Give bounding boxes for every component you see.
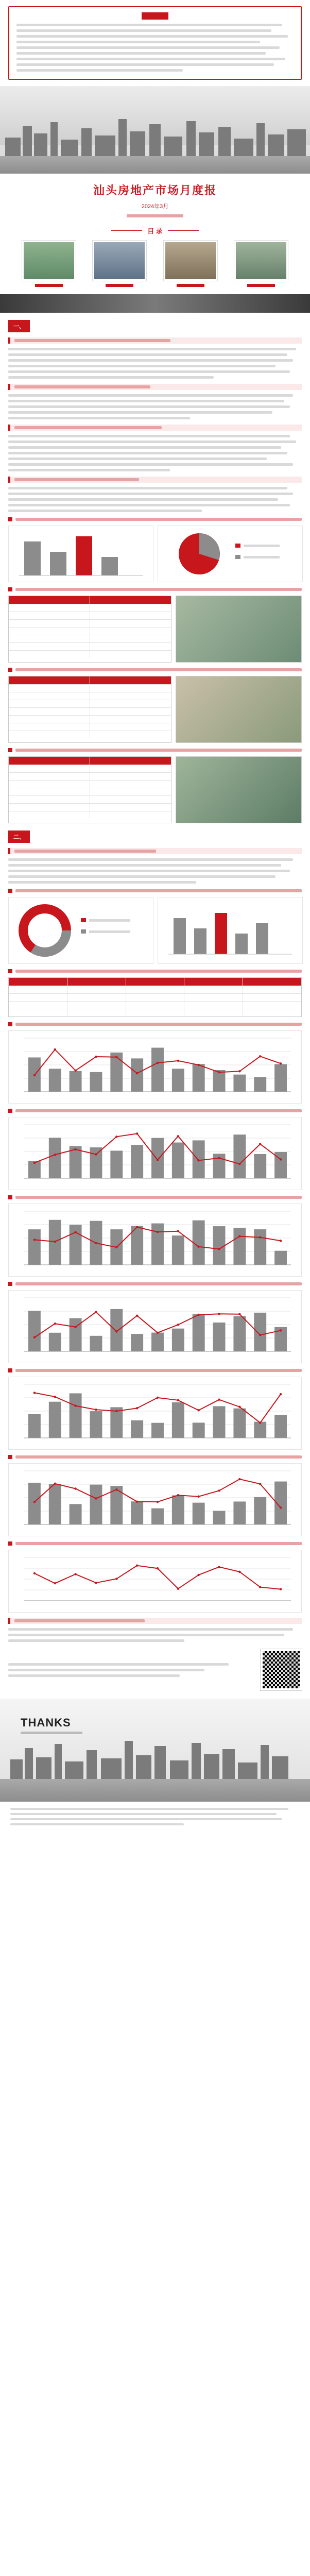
point xyxy=(74,1487,76,1489)
bar xyxy=(172,1402,184,1438)
bar xyxy=(213,1226,226,1265)
point xyxy=(74,1326,76,1328)
subsection-header xyxy=(8,1618,302,1624)
point xyxy=(95,1582,97,1584)
bar xyxy=(172,1143,184,1178)
bar xyxy=(151,1048,164,1092)
point xyxy=(33,1501,36,1503)
point xyxy=(157,1159,159,1161)
bar xyxy=(193,1422,205,1438)
bar xyxy=(70,1225,82,1265)
toc-list xyxy=(0,241,310,287)
bar xyxy=(193,1314,205,1351)
bar xyxy=(28,1414,41,1438)
subsection-header xyxy=(8,384,302,390)
point xyxy=(259,1143,261,1145)
land-bar-chart-svg xyxy=(9,526,153,582)
bar xyxy=(213,1511,226,1524)
point xyxy=(136,1315,138,1317)
toc-header xyxy=(0,226,310,235)
bar xyxy=(233,1409,246,1438)
bar xyxy=(256,923,268,954)
bar xyxy=(254,1229,266,1265)
bar xyxy=(131,1145,143,1178)
bar xyxy=(235,934,248,954)
point xyxy=(74,1404,76,1406)
bar xyxy=(131,1420,143,1438)
chart-heading xyxy=(8,1455,302,1459)
bar xyxy=(28,1229,41,1265)
bar xyxy=(49,1138,61,1178)
chart-heading xyxy=(8,889,302,893)
point xyxy=(157,1567,159,1569)
bar xyxy=(151,1224,164,1265)
point xyxy=(238,1406,240,1408)
point xyxy=(136,1226,138,1228)
point xyxy=(33,1239,36,1241)
land-pie-chart-svg xyxy=(158,526,302,582)
point xyxy=(115,1410,117,1412)
trend-bar-line-chart xyxy=(8,1377,302,1450)
point xyxy=(157,1332,159,1334)
cover-skyline-image xyxy=(0,86,310,174)
bar xyxy=(28,1483,41,1524)
point xyxy=(54,1323,56,1325)
point xyxy=(218,1157,220,1159)
bar xyxy=(70,1318,82,1351)
section-1-title: 一、 xyxy=(8,320,30,332)
point xyxy=(54,1582,56,1584)
point xyxy=(259,1334,261,1336)
point xyxy=(238,1478,240,1480)
point xyxy=(33,1162,36,1164)
point xyxy=(177,1230,179,1232)
point xyxy=(197,1246,199,1248)
subsection-header xyxy=(8,477,302,483)
trend-bar-line-chart xyxy=(8,1117,302,1190)
point xyxy=(95,1242,97,1244)
point xyxy=(33,1572,36,1574)
bar xyxy=(90,1485,102,1524)
subsection-header xyxy=(8,337,302,344)
qr-code-image[interactable] xyxy=(261,1649,302,1690)
chart-heading xyxy=(8,1195,302,1199)
thanks-banner xyxy=(0,1699,310,1802)
point xyxy=(136,1072,138,1074)
report-subtitle xyxy=(127,214,183,217)
bar xyxy=(50,552,66,575)
point xyxy=(218,1313,220,1315)
point xyxy=(157,1501,159,1503)
point xyxy=(95,1056,97,1058)
point xyxy=(177,1494,179,1496)
point xyxy=(280,1506,282,1509)
intro-tag xyxy=(142,12,168,20)
bar xyxy=(90,1147,102,1178)
chart-heading xyxy=(8,1541,302,1546)
point xyxy=(115,1488,117,1490)
bar xyxy=(110,1053,123,1092)
bar xyxy=(49,1402,61,1438)
bar xyxy=(174,918,186,954)
chart-heading xyxy=(8,1368,302,1372)
bar xyxy=(131,1501,143,1524)
share-donut-chart xyxy=(8,897,153,964)
land-lot-map-image xyxy=(176,596,302,663)
skyline-silhouette xyxy=(0,117,310,158)
point xyxy=(197,1314,199,1316)
point xyxy=(197,1159,199,1161)
point xyxy=(259,1236,261,1239)
point xyxy=(280,1158,282,1160)
toc-thumbnail xyxy=(93,241,146,281)
bar xyxy=(254,1422,266,1438)
point xyxy=(54,1241,56,1243)
point xyxy=(218,1071,220,1073)
monthly-data-table xyxy=(8,977,302,1017)
bar xyxy=(254,1313,266,1351)
point xyxy=(259,1483,261,1485)
land-lot-map-image xyxy=(176,756,302,823)
thanks-text: THANKS xyxy=(21,1716,71,1729)
land-pie-chart xyxy=(158,526,303,582)
bar xyxy=(110,1150,123,1178)
chart-heading xyxy=(8,969,302,973)
point xyxy=(115,1136,117,1138)
point xyxy=(74,1573,76,1575)
point xyxy=(54,1154,56,1156)
bar xyxy=(151,1333,164,1351)
bar xyxy=(233,1316,246,1351)
bar xyxy=(193,1064,205,1092)
toc-item[interactable] xyxy=(22,241,76,287)
bar xyxy=(254,1497,266,1524)
point xyxy=(95,1409,97,1411)
point xyxy=(177,1324,179,1326)
point xyxy=(218,1489,220,1492)
point xyxy=(259,1421,261,1423)
section-divider-banner xyxy=(0,294,310,313)
trend-line-chart xyxy=(8,1550,302,1613)
trend-bar-line-chart xyxy=(8,1463,302,1536)
bar xyxy=(151,1509,164,1524)
bar xyxy=(233,1228,246,1265)
point xyxy=(238,1571,240,1573)
bar xyxy=(70,1504,82,1524)
point xyxy=(74,1148,76,1150)
point xyxy=(54,1396,56,1398)
point xyxy=(280,1329,282,1331)
bar xyxy=(213,1406,226,1438)
bar xyxy=(49,1069,61,1092)
bar xyxy=(70,1393,82,1438)
point xyxy=(136,1565,138,1567)
land-lot-heading xyxy=(8,587,302,591)
point xyxy=(238,1313,240,1315)
bar xyxy=(90,1072,102,1092)
bar xyxy=(172,1069,184,1092)
bar xyxy=(193,1503,205,1524)
point xyxy=(280,1393,282,1395)
land-lot-heading xyxy=(8,748,302,752)
report-title: 汕头房地产市场月度报 xyxy=(93,184,217,197)
bar xyxy=(194,928,206,954)
point xyxy=(115,1578,117,1580)
bar xyxy=(131,1334,143,1351)
point xyxy=(95,1311,97,1313)
chart-heading xyxy=(8,1109,302,1113)
point xyxy=(95,1497,97,1499)
point xyxy=(136,1501,138,1503)
land-lot-heading xyxy=(8,668,302,672)
bar xyxy=(193,1221,205,1265)
point xyxy=(157,1397,159,1399)
bar xyxy=(215,913,227,954)
bar xyxy=(151,1423,164,1438)
bar xyxy=(70,1071,82,1092)
point xyxy=(33,1336,36,1338)
bar xyxy=(213,1323,226,1351)
bar xyxy=(274,1064,287,1092)
point xyxy=(177,1587,179,1589)
point xyxy=(54,1482,56,1484)
point xyxy=(115,1056,117,1058)
toc-thumbnail xyxy=(234,241,288,281)
point xyxy=(115,1246,117,1248)
point xyxy=(33,1074,36,1076)
trend-bar-line-chart xyxy=(8,1290,302,1363)
point xyxy=(136,1132,138,1134)
bar xyxy=(76,536,92,575)
point xyxy=(197,1496,199,1498)
point xyxy=(74,1231,76,1233)
land-lot-table xyxy=(8,596,171,663)
point xyxy=(280,1062,282,1064)
point xyxy=(218,1566,220,1568)
chart-heading xyxy=(8,1022,302,1026)
point xyxy=(136,1407,138,1409)
point xyxy=(157,1062,159,1064)
land-bar-chart xyxy=(8,526,153,582)
point xyxy=(157,1231,159,1233)
bar xyxy=(172,1495,184,1524)
point xyxy=(259,1586,261,1588)
bar xyxy=(233,1134,246,1178)
bar xyxy=(90,1336,102,1351)
intro-text xyxy=(16,24,294,72)
point xyxy=(95,1153,97,1155)
point xyxy=(177,1135,179,1137)
subsection-header xyxy=(8,848,302,854)
intro-card xyxy=(8,6,302,80)
bar xyxy=(151,1138,164,1178)
bar xyxy=(101,557,118,575)
toc-item[interactable] xyxy=(93,241,146,287)
point xyxy=(177,1060,179,1062)
bar xyxy=(172,1235,184,1265)
toc-thumbnail xyxy=(22,241,76,281)
land-lot-table xyxy=(8,756,171,823)
toc-item[interactable] xyxy=(234,241,288,287)
bar xyxy=(254,1077,266,1092)
bar xyxy=(28,1311,41,1351)
land-lot-map-image xyxy=(176,676,302,743)
bar xyxy=(274,1415,287,1438)
point xyxy=(115,1330,117,1332)
point xyxy=(74,1070,76,1072)
bar xyxy=(274,1251,287,1265)
trend-bar-line-chart xyxy=(8,1030,302,1104)
point xyxy=(238,1235,240,1237)
point xyxy=(197,1574,199,1576)
bar xyxy=(233,1501,246,1524)
report-date: 2024年3月 xyxy=(141,204,169,210)
share-bar-chart xyxy=(158,897,303,964)
bar xyxy=(49,1333,61,1351)
point xyxy=(280,1240,282,1242)
toc-item[interactable] xyxy=(164,241,217,287)
toc-title: 目 录 xyxy=(147,227,163,235)
bar xyxy=(110,1309,123,1351)
point xyxy=(238,1163,240,1165)
section-2-title: 二、 xyxy=(8,831,30,843)
point xyxy=(218,1248,220,1250)
point xyxy=(197,1064,199,1066)
chart-heading xyxy=(8,517,302,521)
point xyxy=(218,1399,220,1401)
point xyxy=(33,1392,36,1394)
subsection-header xyxy=(8,425,302,431)
bar xyxy=(131,1058,143,1092)
bar xyxy=(24,541,41,575)
bar xyxy=(49,1484,61,1524)
bar xyxy=(233,1075,246,1092)
point xyxy=(177,1399,179,1401)
point xyxy=(238,1070,240,1072)
point xyxy=(280,1588,282,1590)
chart-heading xyxy=(8,1282,302,1286)
toc-thumbnail xyxy=(164,241,217,281)
point xyxy=(54,1048,56,1050)
trend-bar-line-chart xyxy=(8,1204,302,1277)
point xyxy=(197,1409,199,1411)
point xyxy=(259,1055,261,1057)
bar xyxy=(254,1154,266,1178)
bar xyxy=(172,1329,184,1351)
land-lot-table xyxy=(8,676,171,743)
bar xyxy=(90,1411,102,1438)
footer-disclaimer xyxy=(0,1802,310,1832)
